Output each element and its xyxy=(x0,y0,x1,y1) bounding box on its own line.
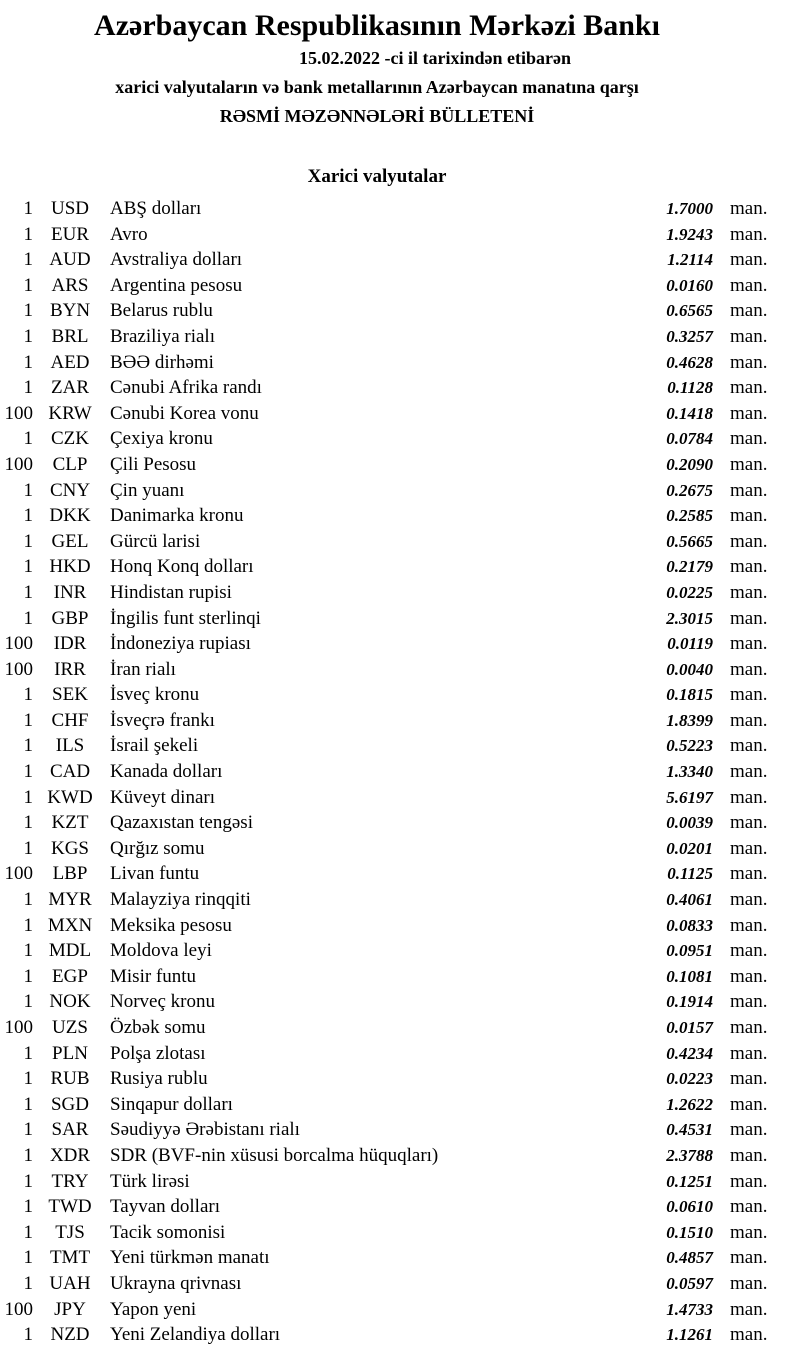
currency-name: BƏƏ dirhəmi xyxy=(110,351,214,373)
currency-code: BRL xyxy=(51,325,89,347)
currency-rate: 0.1914 xyxy=(666,992,713,1012)
currency-row xyxy=(0,1273,800,1299)
currency-unit-label: man. xyxy=(730,1196,768,1218)
currency-code: USD xyxy=(50,198,89,219)
currency-name: Gürcü larisi xyxy=(110,530,201,552)
currency-code: HKD xyxy=(49,556,91,578)
currency-name: Türk lirəsi xyxy=(110,1170,190,1192)
currency-unit-label: man. xyxy=(730,1144,768,1166)
currency-unit-label: man. xyxy=(730,325,768,347)
currency-rate: 0.0951 xyxy=(666,941,713,961)
currency-rate: 0.0119 xyxy=(667,634,713,654)
currency-unit-label: man. xyxy=(730,402,768,424)
currency-name: Yeni türkmən manatı xyxy=(110,1247,270,1269)
currency-unit-label: man. xyxy=(730,274,768,296)
currency-code: ARS xyxy=(51,274,89,296)
currency-name: Tayvan dolları xyxy=(110,1196,220,1218)
currency-code: KWD xyxy=(47,786,93,808)
currency-unit-label: man. xyxy=(730,198,768,219)
currency-row xyxy=(0,1196,800,1222)
currency-rate: 0.0225 xyxy=(666,582,713,602)
currency-row xyxy=(0,1017,800,1043)
currency-code: DKK xyxy=(49,505,91,527)
currency-name: Avstraliya dolları xyxy=(110,249,243,271)
currency-row xyxy=(0,224,800,250)
currency-rate: 0.0201 xyxy=(666,838,713,858)
currency-unit-label: man. xyxy=(730,658,768,680)
currency-row xyxy=(0,633,800,659)
currency-rate: 2.3788 xyxy=(666,1145,713,1165)
currency-code: ZAR xyxy=(51,377,89,399)
currency-unit-label: man. xyxy=(730,786,768,808)
currency-code: TWD xyxy=(48,1196,92,1218)
currency-row xyxy=(0,787,800,813)
currency-quantity: 1 xyxy=(23,377,33,399)
currency-name: Ukrayna qrivnası xyxy=(110,1272,242,1294)
currency-code: CAD xyxy=(49,761,91,783)
currency-name: Yeni Zelandiya dolları xyxy=(110,1324,281,1346)
currency-code: TRY xyxy=(51,1170,89,1192)
currency-quantity: 1 xyxy=(23,1093,33,1115)
currency-unit-label: man. xyxy=(730,1068,768,1090)
currency-code: KZT xyxy=(51,812,89,834)
currency-unit-label: man. xyxy=(730,1221,768,1243)
currency-code: TJS xyxy=(55,1221,85,1243)
currency-unit-label: man. xyxy=(730,965,768,987)
currency-rate: 1.9243 xyxy=(666,224,713,244)
currency-code: MDL xyxy=(48,940,92,962)
currency-name: Polşa zlotası xyxy=(110,1042,206,1064)
currency-code: GBP xyxy=(51,607,89,629)
currency-code: AED xyxy=(50,351,90,373)
currency-rate: 1.8399 xyxy=(666,710,713,730)
currency-unit-label: man. xyxy=(730,1247,768,1269)
currency-code: NZD xyxy=(50,1324,90,1346)
currency-quantity: 100 xyxy=(4,658,33,680)
currency-quantity: 1 xyxy=(23,1170,33,1192)
currency-quantity: 1 xyxy=(23,889,33,911)
currency-quantity: 100 xyxy=(4,633,33,655)
currency-name: Çin yuanı xyxy=(110,479,185,501)
currency-code: CHF xyxy=(51,709,89,731)
currency-unit-label: man. xyxy=(730,530,768,552)
currency-rate: 0.1418 xyxy=(666,403,713,423)
currency-name: Misir funtu xyxy=(110,965,197,987)
currency-quantity: 1 xyxy=(23,351,33,373)
currency-rate: 0.4857 xyxy=(666,1248,713,1268)
currency-rate: 0.0157 xyxy=(666,1018,713,1037)
currency-rate: 0.4531 xyxy=(666,1120,713,1140)
currency-row xyxy=(0,582,800,608)
currency-code: RUB xyxy=(50,1068,90,1090)
currency-rate: 0.0784 xyxy=(666,429,713,449)
currency-table xyxy=(0,198,800,1348)
currency-name: Rusiya rublu xyxy=(110,1068,208,1090)
currency-rate: 0.5223 xyxy=(666,736,713,756)
currency-code: SAR xyxy=(51,1119,89,1141)
currency-rate: 0.4628 xyxy=(666,352,713,372)
currency-rate: 0.2675 xyxy=(666,480,713,500)
currency-name: Çexiya kronu xyxy=(110,428,213,450)
currency-quantity: 1 xyxy=(23,223,33,245)
subtitle-line: xarici valyutaların və bank metallarının Azərbaycan manatına qarşı xyxy=(115,77,639,97)
currency-code: ILS xyxy=(55,735,85,757)
currency-code: EUR xyxy=(51,223,89,245)
currency-quantity: 100 xyxy=(4,863,33,885)
currency-name: İsveç kronu xyxy=(110,684,200,706)
currency-row xyxy=(0,838,800,864)
currency-unit-label: man. xyxy=(730,1042,768,1064)
currency-rate: 0.1251 xyxy=(666,1171,713,1191)
effective-date-line: 15.02.2022 -ci il tarixindən etibarən xyxy=(299,48,571,68)
currency-rate: 0.0160 xyxy=(666,275,713,295)
currency-code: EGP xyxy=(52,965,88,987)
currency-quantity: 100 xyxy=(4,1298,33,1320)
currency-code: SGD xyxy=(50,1093,89,1115)
currency-unit-label: man. xyxy=(730,633,768,655)
currency-name: İran rialı xyxy=(110,658,176,680)
currency-unit-label: man. xyxy=(730,889,768,911)
currency-rate: 0.1128 xyxy=(667,378,713,398)
currency-rate: 0.1510 xyxy=(666,1222,713,1242)
currency-name: Cənubi Afrika randı xyxy=(110,377,262,399)
currency-unit-label: man. xyxy=(730,453,768,475)
currency-name: Meksika pesosu xyxy=(110,914,232,936)
currency-quantity: 1 xyxy=(23,325,33,347)
currency-unit-label: man. xyxy=(730,1017,768,1038)
currency-unit-label: man. xyxy=(730,1119,768,1141)
currency-row xyxy=(0,428,800,454)
currency-quantity: 1 xyxy=(23,607,33,629)
currency-rate: 0.0223 xyxy=(666,1069,713,1089)
currency-name: Honq Konq dolları xyxy=(110,556,254,578)
currency-rate: 0.1815 xyxy=(666,685,713,705)
currency-quantity: 1 xyxy=(23,965,33,987)
bank-title: Azərbaycan Respublikasının Mərkəzi Bankı xyxy=(94,9,660,42)
currency-unit-label: man. xyxy=(730,863,768,885)
currency-unit-label: man. xyxy=(730,556,768,578)
currency-row xyxy=(0,1119,800,1145)
currency-unit-label: man. xyxy=(730,684,768,706)
currency-quantity: 1 xyxy=(23,428,33,450)
currency-quantity: 100 xyxy=(4,402,33,424)
currency-unit-label: man. xyxy=(730,607,768,629)
currency-unit-label: man. xyxy=(730,377,768,399)
currency-unit-label: man. xyxy=(730,709,768,731)
currency-name: Sinqapur dolları xyxy=(110,1093,233,1115)
currency-code: LBP xyxy=(52,863,88,885)
currency-quantity: 1 xyxy=(23,1221,33,1243)
currency-row xyxy=(0,1043,800,1069)
currency-name: Argentina pesosu xyxy=(110,274,243,296)
bulletin-title: RƏSMİ MƏZƏNNƏLƏRİ BÜLLETENİ xyxy=(219,106,535,126)
currency-quantity: 1 xyxy=(23,479,33,501)
currency-name: İndoneziya rupiası xyxy=(110,633,251,655)
currency-quantity: 1 xyxy=(23,761,33,783)
currency-code: MXN xyxy=(47,914,93,936)
currency-row xyxy=(0,1171,800,1197)
currency-quantity: 1 xyxy=(23,556,33,578)
currency-name: Hindistan rupisi xyxy=(110,581,232,603)
currency-unit-label: man. xyxy=(730,812,768,834)
currency-row xyxy=(0,761,800,787)
currency-unit-label: man. xyxy=(730,581,768,603)
currency-name: Yapon yeni xyxy=(110,1298,197,1320)
currency-unit-label: man. xyxy=(730,479,768,501)
currency-unit-label: man. xyxy=(730,249,768,271)
currency-rate: 0.1125 xyxy=(667,864,713,884)
currency-unit-label: man. xyxy=(730,300,768,322)
currency-rate: 5.6197 xyxy=(666,787,713,807)
document-header xyxy=(0,7,800,190)
currency-unit-label: man. xyxy=(730,837,768,859)
currency-quantity: 1 xyxy=(23,1144,33,1166)
currency-row xyxy=(0,300,800,326)
currency-row xyxy=(0,352,800,378)
currency-code: UAH xyxy=(49,1272,91,1294)
currency-code: TMT xyxy=(49,1247,91,1269)
currency-code: NOK xyxy=(49,991,91,1013)
currency-unit-label: man. xyxy=(730,1170,768,1192)
currency-row xyxy=(0,275,800,301)
section-title-foreign-currencies: Xarici valyutalar xyxy=(307,166,447,187)
currency-quantity: 1 xyxy=(23,735,33,757)
currency-row xyxy=(0,326,800,352)
currency-quantity: 1 xyxy=(23,1247,33,1269)
currency-name: Norveç kronu xyxy=(110,991,215,1013)
currency-row xyxy=(0,454,800,480)
currency-name: İsveçrə frankı xyxy=(110,709,215,731)
currency-code: CLP xyxy=(52,453,88,475)
currency-rate: 1.1261 xyxy=(666,1325,713,1345)
currency-unit-label: man. xyxy=(730,991,768,1013)
currency-row xyxy=(0,1247,800,1273)
currency-unit-label: man. xyxy=(730,940,768,962)
currency-code: INR xyxy=(53,581,87,603)
currency-quantity: 1 xyxy=(23,709,33,731)
currency-code: AUD xyxy=(49,249,91,271)
currency-name: Çili Pesosu xyxy=(110,453,197,475)
currency-code: XDR xyxy=(49,1144,91,1166)
currency-row xyxy=(0,991,800,1017)
currency-quantity: 1 xyxy=(23,530,33,552)
currency-quantity: 1 xyxy=(23,991,33,1013)
currency-rate: 1.2114 xyxy=(667,250,713,270)
currency-name: ABŞ dolları xyxy=(110,198,202,219)
currency-unit-label: man. xyxy=(730,1324,768,1346)
currency-unit-label: man. xyxy=(730,1272,768,1294)
currency-rate: 0.0597 xyxy=(666,1273,713,1293)
currency-unit-label: man. xyxy=(730,351,768,373)
currency-code: IRR xyxy=(54,658,86,680)
currency-quantity: 1 xyxy=(23,812,33,834)
currency-name: Kanada dolları xyxy=(110,761,223,783)
currency-rate: 1.4733 xyxy=(666,1299,713,1319)
currency-row xyxy=(0,377,800,403)
currency-rate: 0.1081 xyxy=(666,966,713,986)
currency-row xyxy=(0,684,800,710)
currency-rate: 0.4061 xyxy=(666,890,713,910)
currency-row xyxy=(0,735,800,761)
currency-name: Cənubi Korea vonu xyxy=(110,402,259,424)
currency-name: Qırğız somu xyxy=(110,837,205,859)
currency-name: Livan funtu xyxy=(110,863,200,885)
currency-name: Malayziya rinqqiti xyxy=(110,889,251,911)
currency-rate: 0.0040 xyxy=(666,659,713,679)
currency-code: JPY xyxy=(54,1298,86,1320)
currency-rate: 1.7000 xyxy=(666,199,713,218)
currency-quantity: 100 xyxy=(4,453,33,475)
currency-row xyxy=(0,915,800,941)
currency-name: Danimarka kronu xyxy=(110,505,244,527)
currency-quantity: 100 xyxy=(4,1017,33,1038)
currency-quantity: 1 xyxy=(23,684,33,706)
currency-code: CZK xyxy=(51,428,89,450)
currency-row xyxy=(0,1145,800,1171)
currency-row xyxy=(0,863,800,889)
currency-code: CNY xyxy=(49,479,91,501)
currency-quantity: 1 xyxy=(23,274,33,296)
currency-code: PLN xyxy=(52,1042,88,1064)
currency-quantity: 1 xyxy=(23,300,33,322)
currency-quantity: 1 xyxy=(23,581,33,603)
currency-quantity: 1 xyxy=(23,1042,33,1064)
currency-row xyxy=(0,1094,800,1120)
currency-row xyxy=(0,1299,800,1325)
currency-rate: 0.0610 xyxy=(666,1197,713,1217)
currency-quantity: 1 xyxy=(23,1068,33,1090)
currency-rate: 0.0039 xyxy=(666,813,713,833)
currency-quantity: 1 xyxy=(23,914,33,936)
currency-row xyxy=(0,1068,800,1094)
currency-quantity: 1 xyxy=(23,786,33,808)
currency-name: Belarus rublu xyxy=(110,300,213,322)
currency-quantity: 1 xyxy=(23,940,33,962)
currency-rate: 0.2585 xyxy=(666,506,713,526)
currency-row xyxy=(0,659,800,685)
currency-unit-label: man. xyxy=(730,914,768,936)
currency-name: Tacik somonisi xyxy=(110,1221,226,1243)
currency-code: IDR xyxy=(53,633,87,655)
currency-code: GEL xyxy=(51,530,89,552)
currency-name: Moldova leyi xyxy=(110,940,212,962)
currency-name: İngilis funt sterlinqi xyxy=(110,607,261,629)
currency-unit-label: man. xyxy=(730,761,768,783)
currency-rate: 0.4234 xyxy=(666,1043,713,1063)
currency-unit-label: man. xyxy=(730,428,768,450)
currency-name: Səudiyyə Ərəbistanı rialı xyxy=(110,1119,300,1141)
currency-row xyxy=(0,531,800,557)
currency-rate: 2.3015 xyxy=(666,608,713,628)
currency-row xyxy=(0,608,800,634)
currency-unit-label: man. xyxy=(730,1093,768,1115)
currency-code: BYN xyxy=(49,300,91,322)
currency-rate: 0.5665 xyxy=(666,531,713,551)
currency-quantity: 1 xyxy=(23,505,33,527)
currency-rate: 0.2179 xyxy=(666,557,713,577)
currency-code: MYR xyxy=(48,889,92,911)
currency-name: SDR (BVF-nin xüsusi borcalma hüquqları) xyxy=(110,1144,439,1166)
currency-quantity: 1 xyxy=(23,1272,33,1294)
currency-row xyxy=(0,480,800,506)
currency-code: KGS xyxy=(50,837,89,859)
currency-name: İsrail şekeli xyxy=(110,735,199,757)
currency-quantity: 1 xyxy=(23,249,33,271)
currency-row xyxy=(0,403,800,429)
currency-code: KRW xyxy=(48,402,92,424)
currency-quantity: 1 xyxy=(23,837,33,859)
currency-quantity: 1 xyxy=(23,1324,33,1346)
currency-code: UZS xyxy=(52,1017,88,1038)
currency-row xyxy=(0,198,800,224)
currency-name: Küveyt dinarı xyxy=(110,786,216,808)
currency-row xyxy=(0,556,800,582)
currency-row xyxy=(0,249,800,275)
currency-row xyxy=(0,812,800,838)
currency-row xyxy=(0,710,800,736)
currency-name: Avro xyxy=(110,223,148,245)
currency-name: Braziliya rialı xyxy=(110,325,215,347)
currency-row xyxy=(0,966,800,992)
currency-quantity: 1 xyxy=(23,1196,33,1218)
currency-unit-label: man. xyxy=(730,1298,768,1320)
currency-row xyxy=(0,1324,800,1348)
currency-row xyxy=(0,940,800,966)
currency-rate: 0.3257 xyxy=(666,326,713,346)
currency-quantity: 1 xyxy=(23,198,33,219)
currency-rate: 0.6565 xyxy=(666,301,713,321)
currency-row xyxy=(0,889,800,915)
currency-rate: 1.2622 xyxy=(666,1094,713,1114)
currency-unit-label: man. xyxy=(730,735,768,757)
currency-row xyxy=(0,505,800,531)
currency-rate: 0.0833 xyxy=(666,915,713,935)
currency-name: Özbək somu xyxy=(110,1017,206,1038)
currency-rate: 1.3340 xyxy=(666,762,713,782)
currency-name: Qazaxıstan tengəsi xyxy=(110,812,253,834)
currency-quantity: 1 xyxy=(23,1119,33,1141)
currency-unit-label: man. xyxy=(730,505,768,527)
currency-unit-label: man. xyxy=(730,223,768,245)
currency-row xyxy=(0,1222,800,1248)
currency-code: SEK xyxy=(52,684,88,706)
currency-rate: 0.2090 xyxy=(666,454,713,474)
